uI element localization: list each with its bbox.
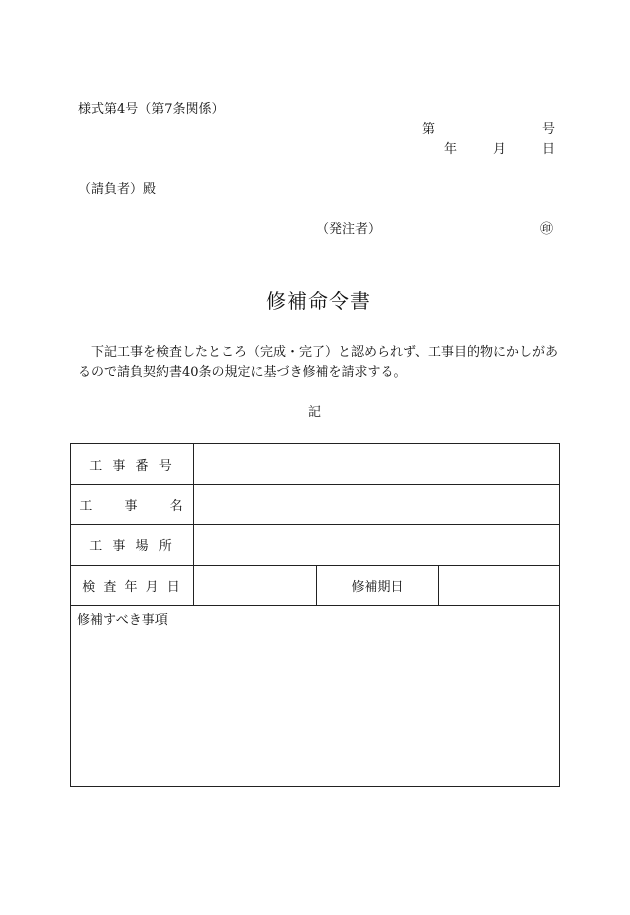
repair-items-area[interactable] <box>71 606 560 787</box>
value-construction-number[interactable] <box>194 444 560 484</box>
value-construction-site[interactable] <box>194 524 560 565</box>
label-repair-date-text: 修補期日 <box>351 579 404 595</box>
label-construction-name-text: 工 事 名 <box>79 498 185 514</box>
label-inspection-date <box>71 565 193 605</box>
label-inspection-date-text: 検 査 年 月 日 <box>82 579 182 595</box>
date-year: 年 <box>444 142 458 157</box>
date-day: 日 <box>542 142 556 157</box>
label-construction-number-text: 工 事 番 号 <box>89 458 175 474</box>
label-construction-number <box>71 444 193 484</box>
label-construction-site-text: 工 事 場 所 <box>89 539 175 554</box>
document-title: 修補命令書 <box>266 289 371 313</box>
body-text-content: 下記工事を検査したところ（完成・完了）と認められず、工事目的物にかしがあるので請負契約書40条の規定に基づき修補を請求する。 <box>78 345 558 380</box>
date-month: 月 <box>493 142 507 157</box>
form-table <box>70 443 560 787</box>
seal-mark: ㊞ <box>540 222 554 237</box>
contractor-label: （請負者）殿 <box>78 182 157 197</box>
orderer-label: （発注者） <box>316 222 382 237</box>
label-repair-items: 修補すべき事項 <box>77 613 168 628</box>
value-inspection-date[interactable] <box>194 565 316 605</box>
label-construction-site <box>71 524 193 565</box>
value-construction-name[interactable] <box>194 484 560 524</box>
doc-number-suffix: 号 <box>542 122 556 137</box>
form-number: 様式第4号（第7条関係） <box>78 102 225 117</box>
doc-number-prefix: 第 <box>422 122 436 137</box>
body-text <box>78 343 563 383</box>
value-repair-date[interactable] <box>439 565 560 605</box>
ki-label: 記 <box>308 405 322 420</box>
label-construction-name <box>71 484 193 524</box>
label-repair-date <box>317 565 438 605</box>
